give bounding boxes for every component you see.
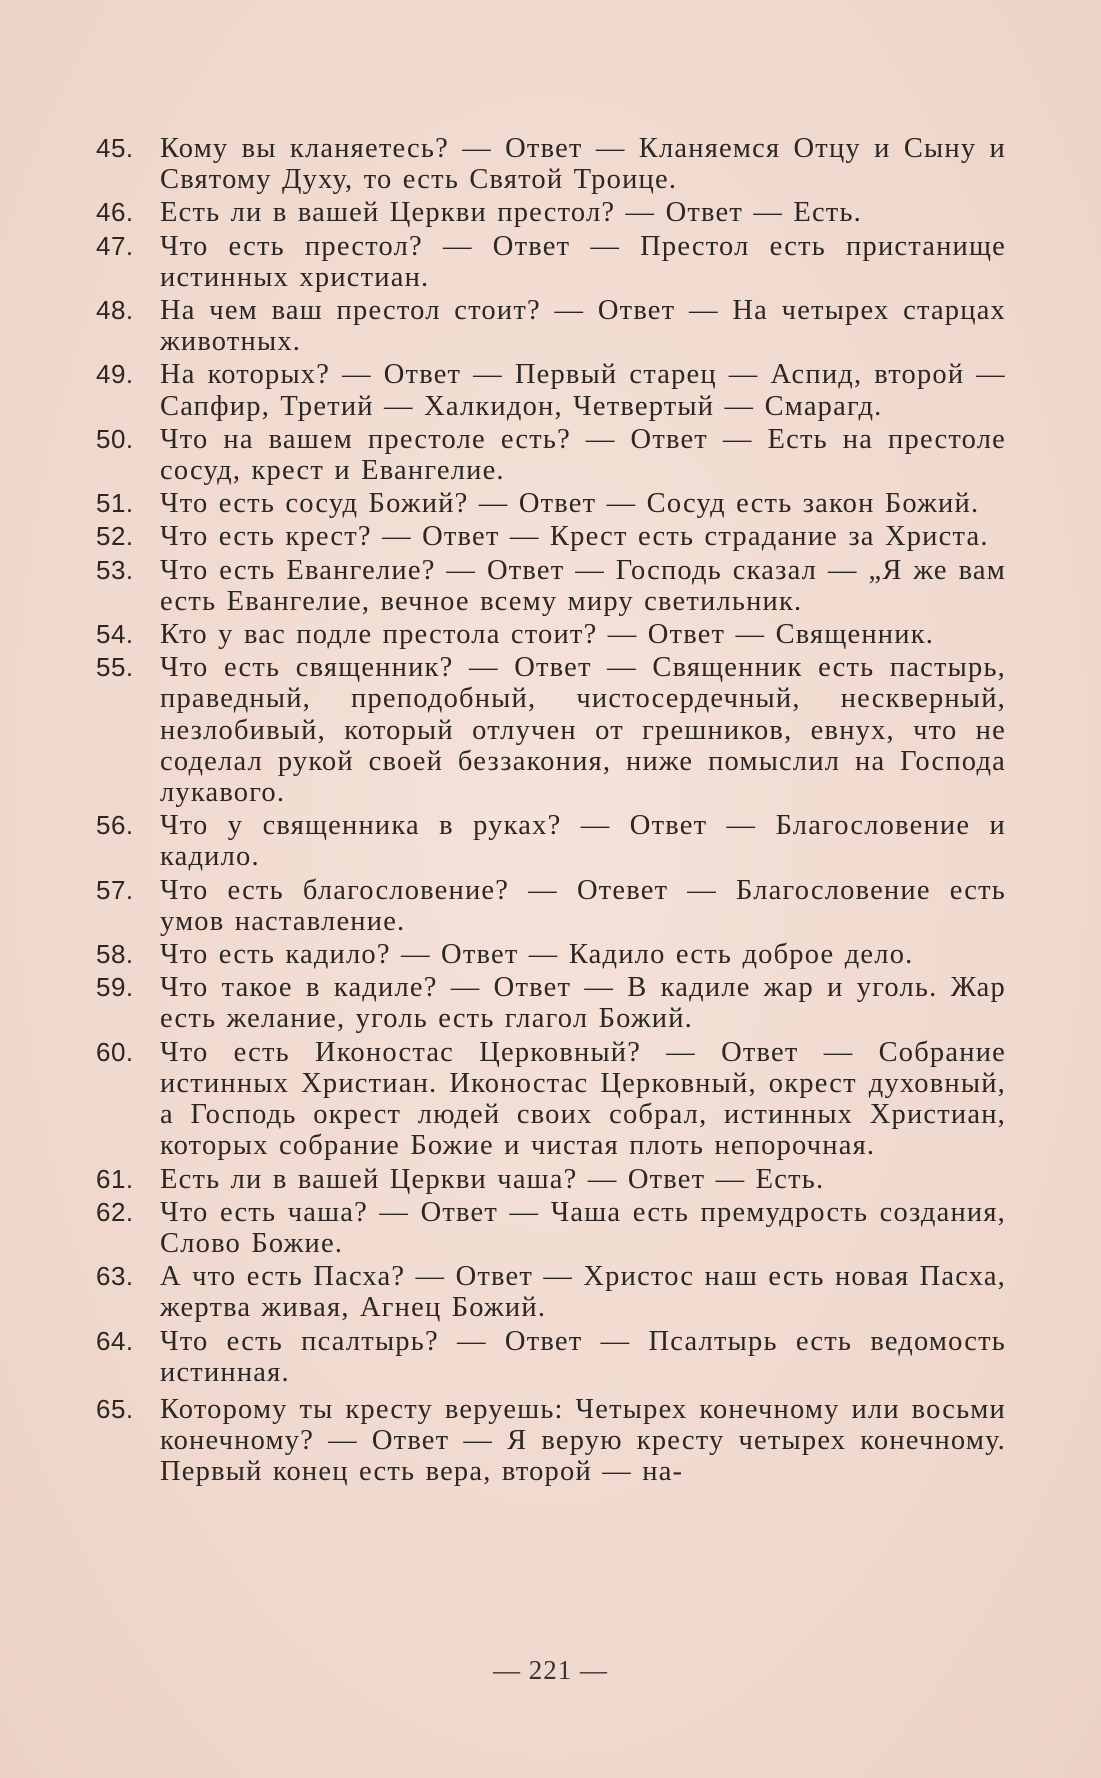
item-number: 55.	[96, 652, 134, 683]
list-item	[96, 295, 1006, 357]
item-text: А что есть Пасха? — Ответ — Христос наш есть новая Пасха, жертва живая, Агнец Божий.	[160, 1261, 1006, 1324]
list-item	[96, 555, 1006, 617]
item-number: 49.	[96, 359, 134, 390]
item-text: Есть ли в вашей Церкви чаша? — Ответ — Есть.	[160, 1163, 825, 1195]
item-text: Что такое в кадиле? — Ответ — В кадиле жар и уголь. Жар есть желание, уголь есть глагол Божий.	[160, 972, 1006, 1035]
item-text: На чем ваш престол стоит? — Ответ — На четырех старцах животных.	[160, 295, 1006, 358]
item-text: Что есть священник? — Ответ — Священник есть пастырь, праведный, преподобный, чистосердечный, нескверный, незлобивый, который отлучен от грешников, евнух, что не соделал рукой своей беззакония, ниже помыслил на Господа лукавого.	[160, 652, 1006, 809]
list-item	[96, 1261, 1006, 1323]
item-text: Что есть престол? — Ответ — Престол есть пристанище истинных христиан.	[160, 230, 1006, 293]
list-item	[96, 1164, 1006, 1195]
list-item	[96, 133, 1006, 195]
list-item	[96, 197, 1006, 228]
list-item	[96, 1394, 1006, 1488]
item-text: Что есть Иконостас Церковный? — Ответ — Собрание истинных Христиан. Иконостас Церковный, окрест духовный, а Господь окрест людей своих собрал, истинных Христиан, которых собрание Божие и чистая плоть непорочная.	[160, 1036, 1006, 1162]
item-text: На которых? — Ответ — Первый старец — Аспид, второй — Сапфир, Третий — Халкидон, Четвертый — Смарагд.	[160, 359, 1006, 422]
item-text: Что у священника в руках? — Ответ — Благословение и кадило.	[160, 810, 1006, 873]
list-item	[96, 652, 1006, 808]
item-text: Что есть Евангелие? — Ответ — Господь сказал — „Я же вам есть Евангелие, вечное всему миру светильник.	[160, 554, 1006, 617]
item-number: 65.	[96, 1393, 134, 1424]
list-item	[96, 1326, 1006, 1388]
list-item	[96, 810, 1006, 872]
list-item	[96, 1037, 1006, 1162]
item-text: Кому вы кланяетесь? — Ответ — Кланяемся Отцу и Сыну и Святому Духу, то есть Святой Троице.	[160, 133, 1006, 196]
item-text: Что есть чаша? — Ответ — Чаша есть премудрость создания, Слово Божие.	[160, 1196, 1006, 1259]
item-number: 47.	[96, 230, 134, 261]
item-number: 58.	[96, 939, 134, 970]
item-number: 45.	[96, 133, 134, 163]
list-item	[96, 619, 1006, 650]
item-number: 64.	[96, 1325, 134, 1356]
item-number: 50.	[96, 423, 134, 454]
page-number: — 221 —	[493, 1655, 608, 1685]
item-number: 56.	[96, 810, 134, 841]
item-number: 53.	[96, 554, 134, 585]
item-text: Что есть крест? — Ответ — Крест есть страдание за Христа.	[160, 521, 989, 553]
list-item	[96, 359, 1006, 421]
item-number: 51.	[96, 488, 134, 519]
item-text: Кто у вас подле престола стоит? — Ответ — Священник.	[160, 619, 935, 651]
item-text: Что есть благословение? — Отевет — Благословение есть умов наставление.	[160, 874, 1006, 937]
item-number: 62.	[96, 1196, 134, 1227]
item-text: Что на вашем престоле есть? — Ответ — Есть на престоле сосуд, крест и Евангелие.	[160, 423, 1006, 487]
list-item	[96, 424, 1006, 486]
list-item	[96, 939, 1006, 970]
list-item	[96, 231, 1006, 293]
item-number: 48.	[96, 295, 134, 326]
qa-list	[96, 133, 1006, 1490]
item-text: Что есть псалтырь? — Ответ — Псалтырь есть ведомость истинная.	[160, 1325, 1006, 1388]
item-text: Есть ли в вашей Церкви престол? — Ответ — Есть.	[160, 197, 862, 229]
item-number: 60.	[96, 1036, 134, 1067]
item-number: 63.	[96, 1261, 134, 1292]
list-item	[96, 875, 1006, 937]
item-text: Что есть кадило? — Ответ — Кадило есть доброе дело.	[160, 939, 914, 971]
list-item	[96, 521, 1006, 552]
item-number: 54.	[96, 619, 134, 650]
item-text: Которому ты кресту веруешь: Четырех конечному или восьми конечному? — Ответ — Я верую кресту четырех конечному. Первый конец есть вера, второй — на-	[160, 1393, 1006, 1488]
item-number: 52.	[96, 521, 134, 552]
item-number: 59.	[96, 972, 134, 1003]
list-item	[96, 488, 1006, 519]
item-number: 57.	[96, 874, 134, 905]
list-item	[96, 1197, 1006, 1259]
list-item	[96, 972, 1006, 1034]
item-text: Что есть сосуд Божий? — Ответ — Сосуд есть закон Божий.	[160, 488, 980, 520]
item-number: 46.	[96, 197, 134, 228]
item-number: 61.	[96, 1163, 134, 1194]
